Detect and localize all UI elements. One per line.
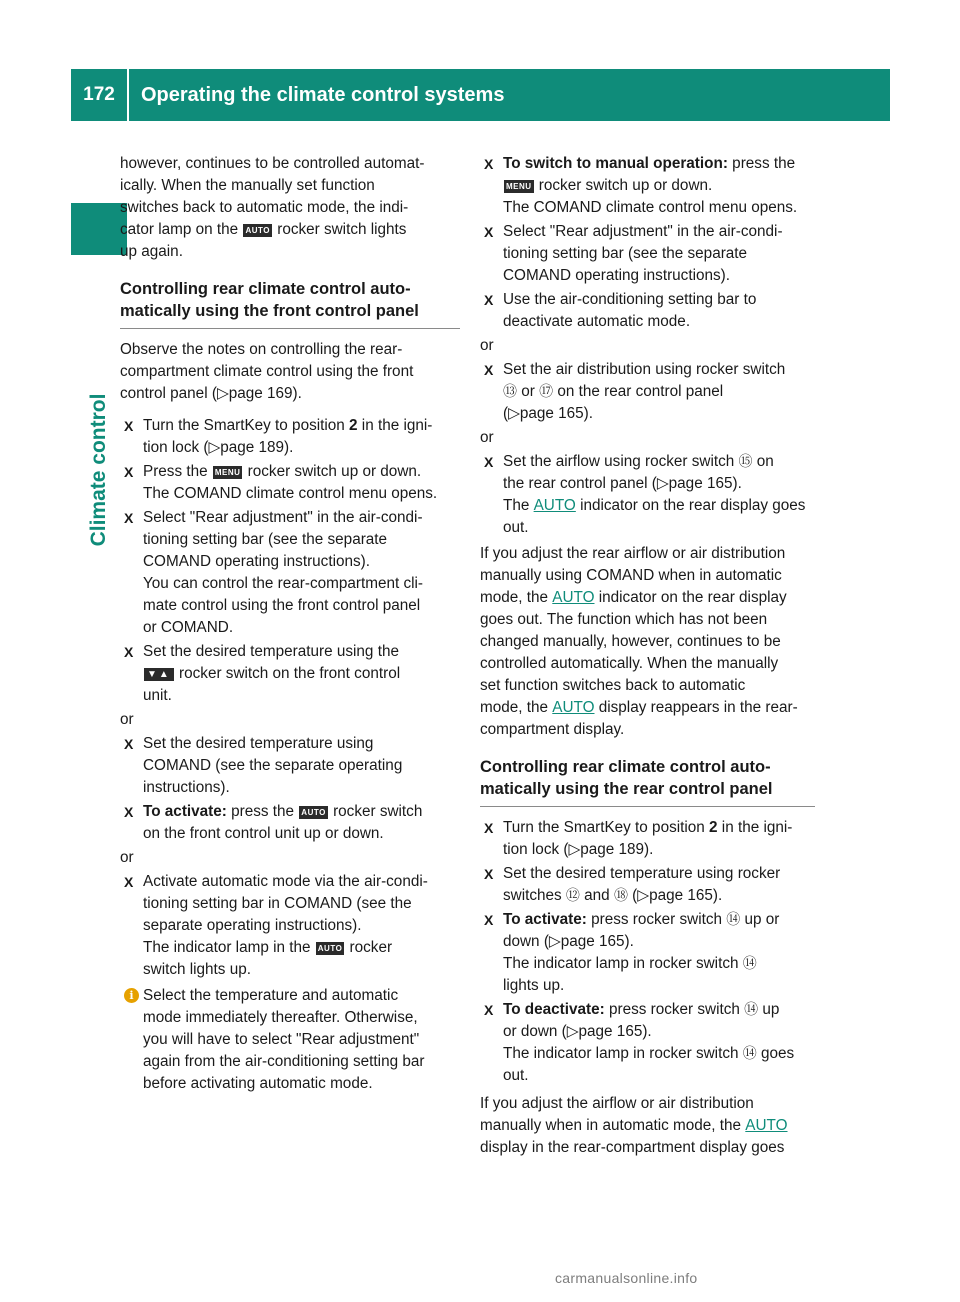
page-ref-icon: ▷ — [568, 841, 581, 858]
page-ref-icon: ▷ — [548, 933, 561, 950]
section-tab — [71, 203, 127, 255]
step-bullet-icon: X — [484, 866, 494, 882]
step-item: X Set the desired temperature using the ▼▲ rocker switch on the front control unit. — [124, 643, 401, 704]
rocker-14-icon: ⑭ — [726, 912, 741, 928]
page-ref-icon: ▷ — [508, 405, 520, 422]
step-item: X To switch to manual operation: press the MENU rocker switch up or down. The COMAND climate control menu opens. — [484, 155, 798, 216]
step-item: X Use the air-conditioning setting bar to deactivate automatic mode. — [484, 291, 757, 330]
info-icon: i — [124, 988, 139, 1003]
rocker-13-icon: ⑬ — [503, 384, 517, 400]
rocker-14-icon: ⑭ — [744, 1002, 759, 1018]
or-label: or — [120, 711, 134, 728]
rocker-12-icon: ⑫ — [565, 888, 580, 904]
or-label: or — [480, 337, 494, 354]
step-bullet-icon: X — [484, 912, 494, 928]
step-item: X Set the desired temperature using COMAND (see the separate operating instructions). — [124, 735, 403, 796]
step-item: X Press the MENU rocker switch up or down. The COMAND climate control menu opens. — [124, 463, 438, 502]
page-title: Operating the climate control systems — [141, 83, 505, 106]
watermark: carmanualsonline.info — [555, 1270, 698, 1286]
info-note: i Select the temperature and automatic mode immediately thereafter. Otherwise, you will have to select "Rear adjustment" again from the air-conditioning setting bar before activating automatic mode. — [120, 985, 460, 1095]
header-divider — [127, 69, 129, 121]
step-bullet-icon: X — [484, 224, 494, 240]
step-item: X Set the airflow using rocker switch ⑮ on the rear control panel (▷page 165). The AUTO indicator on the rear display goes out. — [484, 453, 806, 536]
temperature-button-icon: ▼▲ — [144, 668, 174, 681]
step-item: X Activate automatic mode via the air-condi- tioning setting bar in COMAND (see the separate operating instructions). The indicator lamp in the AUTO rocker switch lights up. — [124, 873, 428, 978]
rocker-17-icon: ⑰ — [539, 384, 554, 400]
step-bullet-icon: X — [124, 464, 134, 480]
step-item: X Set the desired temperature using rocker switches ⑫ and ⑱ (▷page 165). — [484, 865, 781, 904]
step-bullet-icon: X — [484, 1002, 494, 1018]
step-bullet-icon: X — [124, 804, 134, 820]
step-bullet-icon: X — [124, 510, 134, 526]
step-item: X Set the air distribution using rocker switch ⑬ or ⑰ on the rear control panel (▷page 165). — [484, 361, 786, 422]
auto-button-icon: AUTO — [245, 226, 270, 235]
rocker-14-icon: ⑭ — [742, 956, 757, 972]
or-label: or — [480, 429, 494, 446]
page-ref-icon: ▷ — [656, 475, 669, 492]
or-label: or — [120, 849, 134, 866]
section-label: Climate control — [87, 393, 110, 547]
left-column — [120, 153, 460, 1095]
step-item: X Turn the SmartKey to position 2 in the igni- tion lock (▷page 189). — [124, 417, 433, 456]
menu-button-icon: MENU — [214, 468, 241, 477]
step-bullet-icon: X — [124, 736, 134, 752]
page-ref-icon: ▷ — [566, 1023, 579, 1040]
observe-paragraph: Observe the notes on controlling the rear- compartment climate control using the front control panel (▷page 169). — [120, 341, 414, 402]
rocker-15-icon: ⑮ — [738, 454, 753, 470]
intro-paragraph: however, continues to be controlled automat- ically. When the manually set function switches back to automatic mode, the indi- cator lamp on the AUTO rocker switch lights up again. — [120, 155, 425, 260]
auto-button-icon: AUTO — [301, 808, 326, 817]
step-item: X Turn the SmartKey to position 2 in the igni- tion lock (▷page 189). — [484, 819, 793, 858]
page-ref-icon: ▷ — [208, 439, 221, 456]
section-heading: Controlling rear climate control auto- matically using the rear control panel — [480, 756, 815, 807]
step-bullet-icon: X — [124, 644, 134, 660]
rear-airflow-paragraph: If you adjust the rear airflow or air distribution manually using COMAND when in automatic mode, the AUTO indicator on the rear display goes out. The function which has not been changed manually, however, continues to be controlled automatically. When the manually set function switches back to automatic mode, the AUTO display reappears in the rear- compartment display. — [480, 545, 798, 738]
section-heading: Controlling rear climate control auto- matically using the front control panel — [120, 278, 460, 329]
step-item: X To deactivate: press rocker switch ⑭ up or down (▷page 165). The indicator lamp in rocker switch ⑭ goes out. — [484, 1001, 795, 1084]
step-item: X To activate: press rocker switch ⑭ up or down (▷page 165). The indicator lamp in rocker switch ⑭ lights up. — [484, 911, 780, 994]
step-bullet-icon: X — [484, 156, 494, 172]
auto-display-label: AUTO — [552, 699, 595, 716]
step-bullet-icon: X — [124, 418, 134, 434]
rocker-18-icon: ⑱ — [613, 888, 628, 904]
step-bullet-icon: X — [484, 820, 494, 836]
page-ref-icon: ▷ — [216, 385, 229, 402]
auto-display-label: AUTO — [745, 1117, 788, 1134]
right-column — [480, 153, 815, 1169]
step-bullet-icon: X — [484, 362, 494, 378]
page-number: 172 — [83, 84, 115, 105]
auto-display-label: AUTO — [552, 589, 595, 606]
step-bullet-icon: X — [484, 292, 494, 308]
auto-button-icon: AUTO — [317, 944, 343, 953]
auto-display-label: AUTO — [533, 497, 576, 514]
rocker-14-icon: ⑭ — [742, 1046, 757, 1062]
step-item: X Select "Rear adjustment" in the air-condi- tioning setting bar (see the separate COMAND operating instructions). You can control the rear-compartment cli- mate control using the front control panel or COMAND. — [124, 509, 424, 636]
step-item: X Select "Rear adjustment" in the air-condi- tioning setting bar (see the separate COMAND operating instructions). — [484, 223, 783, 284]
final-paragraph: If you adjust the airflow or air distribution manually when in automatic mode, the AUTO display in the rear-compartment display goes — [480, 1095, 788, 1156]
menu-button-icon: MENU — [506, 182, 532, 191]
step-bullet-icon: X — [124, 874, 134, 890]
step-bullet-icon: X — [484, 454, 494, 470]
page-ref-icon: ▷ — [637, 887, 650, 904]
step-item: X To activate: press the AUTO rocker switch on the front control unit up or down. — [124, 803, 423, 842]
